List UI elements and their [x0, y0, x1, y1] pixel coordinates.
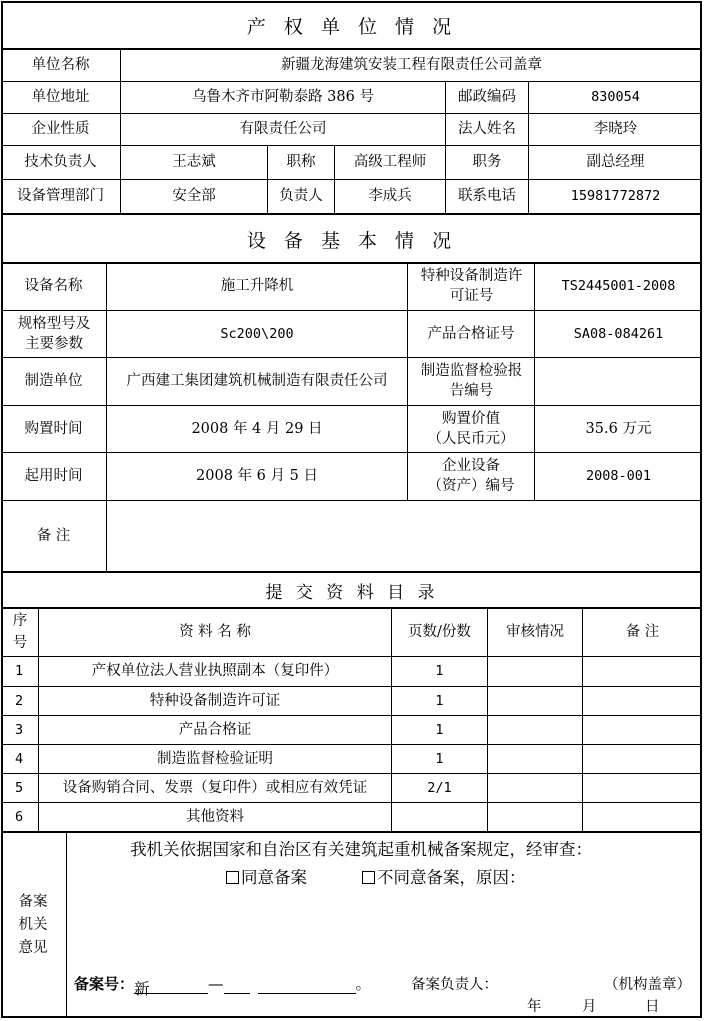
doc-row-review — [488, 773, 582, 802]
postcode-value: 830054 — [591, 89, 640, 105]
license-label: 特种设备制造许可证号 — [420, 268, 523, 304]
disagree-checkbox[interactable] — [362, 871, 375, 884]
doc-row-remark — [583, 744, 702, 773]
doc-row-no: 2 — [15, 692, 24, 709]
doc-row-remark — [583, 773, 702, 802]
doc-row-name: 产权单位法人营业执照副本（复印件） — [91, 663, 339, 679]
doc-header-name: 资 料 名 称 — [179, 623, 251, 640]
doc-row-review — [488, 686, 582, 715]
agree-checkbox[interactable] — [226, 871, 239, 884]
spec-label: 规格型号及主要参数 — [17, 315, 91, 352]
asset-value: 2008-001 — [585, 468, 652, 484]
doc-row-pages: 1 — [435, 692, 444, 709]
asset-label — [408, 452, 534, 500]
doc-row-pages: 1 — [435, 721, 444, 738]
doc-row-remark — [583, 686, 702, 715]
record-no-dash: — — [208, 975, 224, 993]
doc-row-no: 1 — [15, 663, 24, 679]
asset-label-line2: （资产）编号 — [427, 478, 515, 494]
record-no-field-2[interactable] — [224, 977, 250, 994]
maker-label: 制造单位 — [24, 373, 83, 389]
dept-value: 安全部 — [172, 188, 216, 204]
maker-value: 广西建工集团建筑机械制造有限责任公司 — [126, 373, 388, 389]
address-label: 单位地址 — [31, 89, 90, 105]
doc-row-name: 设备购销合同、发票（复印件）或相应有效凭证 — [62, 779, 368, 796]
record-no-end: 。 — [355, 975, 372, 993]
doc-row-pages: 1 — [435, 750, 444, 767]
doc-row-name: 特种设备制造许可证 — [149, 692, 281, 709]
opinion-label: 备案机关意见 — [18, 893, 48, 956]
tech-lead-label: 技术负责人 — [24, 154, 97, 170]
record-no-prefix: 新 — [134, 980, 150, 998]
day-label: 日 — [645, 999, 660, 1015]
position-value: 副总经理 — [586, 154, 645, 170]
tech-lead-value: 王志斌 — [172, 154, 216, 170]
doc-row-review — [488, 744, 582, 773]
phone-value: 15981772872 — [570, 188, 661, 204]
doc-row-pages: 1 — [435, 663, 444, 679]
equipment-name-label: 设备名称 — [24, 278, 83, 294]
opinion-statement: 我机关依据国家和自治区有关建筑起重机械备案规定，经审查： — [130, 840, 592, 859]
unit-name-value: 新疆龙海建筑安装工程有限责任公司盖章 — [281, 56, 542, 73]
purchase-date-label: 购置时间 — [24, 420, 83, 437]
officer-label: 备案负责人： — [411, 977, 498, 993]
doc-row-name: 制造监督检验证明 — [157, 750, 273, 767]
price-label-line2: （人民币元） — [427, 430, 515, 447]
legal-rep-label: 法人姓名 — [458, 121, 516, 137]
doc-row-no: 4 — [15, 750, 24, 767]
dept-label: 设备管理部门 — [17, 188, 104, 204]
doc-row-remark — [583, 802, 702, 831]
equipment-name-value: 施工升降机 — [220, 278, 294, 294]
record-no-field-1[interactable] — [134, 977, 208, 998]
doc-row-remark — [583, 715, 702, 744]
dept-head-value: 李成兵 — [368, 188, 412, 204]
documents-section-title: 提 交 资 料 目 录 — [265, 583, 439, 603]
doc-row-no: 3 — [15, 721, 24, 738]
remark-value — [107, 500, 702, 571]
price-value: 35.6 万元 — [585, 420, 652, 437]
license-value: TS2445001-2008 — [561, 278, 676, 294]
doc-row-name: 产品合格证 — [178, 721, 252, 738]
doc-row-no: 6 — [15, 808, 24, 825]
spec-value: Sc200\200 — [220, 325, 294, 342]
disagree-label: 不同意备案，原因： — [377, 868, 526, 887]
postcode-label: 邮政编码 — [458, 89, 516, 105]
disagree-option[interactable] — [362, 864, 526, 888]
equipment-section-title: 设 备 基 本 情 况 — [246, 230, 458, 252]
position-label: 职务 — [472, 154, 502, 170]
nature-label: 企业性质 — [31, 121, 90, 137]
doc-row-remark — [583, 656, 702, 686]
unit-name-label: 单位名称 — [31, 56, 90, 73]
cert-label: 产品合格证号 — [427, 325, 515, 342]
divider — [66, 831, 67, 1018]
doc-row-pages — [392, 802, 487, 831]
seal-label: （机构盖章） — [604, 977, 691, 993]
record-number-line — [74, 972, 372, 998]
doc-header-remark: 备 注 — [625, 623, 660, 640]
tech-title-value: 高级工程师 — [353, 154, 427, 170]
phone-label: 联系电话 — [458, 188, 516, 204]
doc-header-no: 序号 — [12, 612, 28, 651]
agree-label: 同意备案 — [241, 868, 307, 887]
divider — [1, 831, 702, 833]
start-date-label: 起用时间 — [24, 468, 83, 484]
inspect-value — [535, 357, 702, 405]
divider — [1, 213, 702, 215]
cert-value: SA08-084261 — [573, 325, 664, 342]
price-label — [408, 405, 534, 452]
address-value: 乌鲁木齐市阿勒泰路 386 号 — [192, 89, 374, 105]
doc-row-review — [488, 656, 582, 686]
asset-label-line1: 企业设备 — [442, 458, 500, 474]
doc-row-name: 其他资料 — [186, 808, 244, 825]
month-label: 月 — [582, 999, 597, 1015]
dept-head-label: 负责人 — [279, 188, 323, 204]
purchase-date-value: 2008 年 4 月 29 日 — [191, 420, 323, 437]
owner-section-title: 产 权 单 位 情 况 — [246, 16, 458, 38]
price-label-line1: 购置价值 — [442, 410, 500, 427]
year-label: 年 — [527, 999, 542, 1015]
doc-row-pages: 2/1 — [427, 779, 452, 796]
doc-row-no: 5 — [15, 779, 24, 796]
divider — [1, 571, 702, 573]
doc-header-pages: 页数/份数 — [408, 623, 471, 640]
doc-row-review — [488, 715, 582, 744]
agree-option[interactable] — [226, 864, 307, 888]
legal-rep-value: 李晓玲 — [593, 121, 638, 137]
doc-row-review — [488, 802, 582, 831]
nature-value: 有限责任公司 — [239, 121, 327, 137]
start-date-value: 2008 年 6 月 5 日 — [196, 468, 318, 484]
remark-label: 备 注 — [36, 527, 71, 544]
inspect-label: 制造监督检验报告编号 — [420, 363, 523, 399]
doc-header-review: 审核情况 — [506, 623, 564, 640]
record-no-label: 备案号： — [74, 975, 135, 993]
title-label: 职称 — [286, 154, 316, 170]
record-no-field-3[interactable] — [258, 977, 356, 994]
